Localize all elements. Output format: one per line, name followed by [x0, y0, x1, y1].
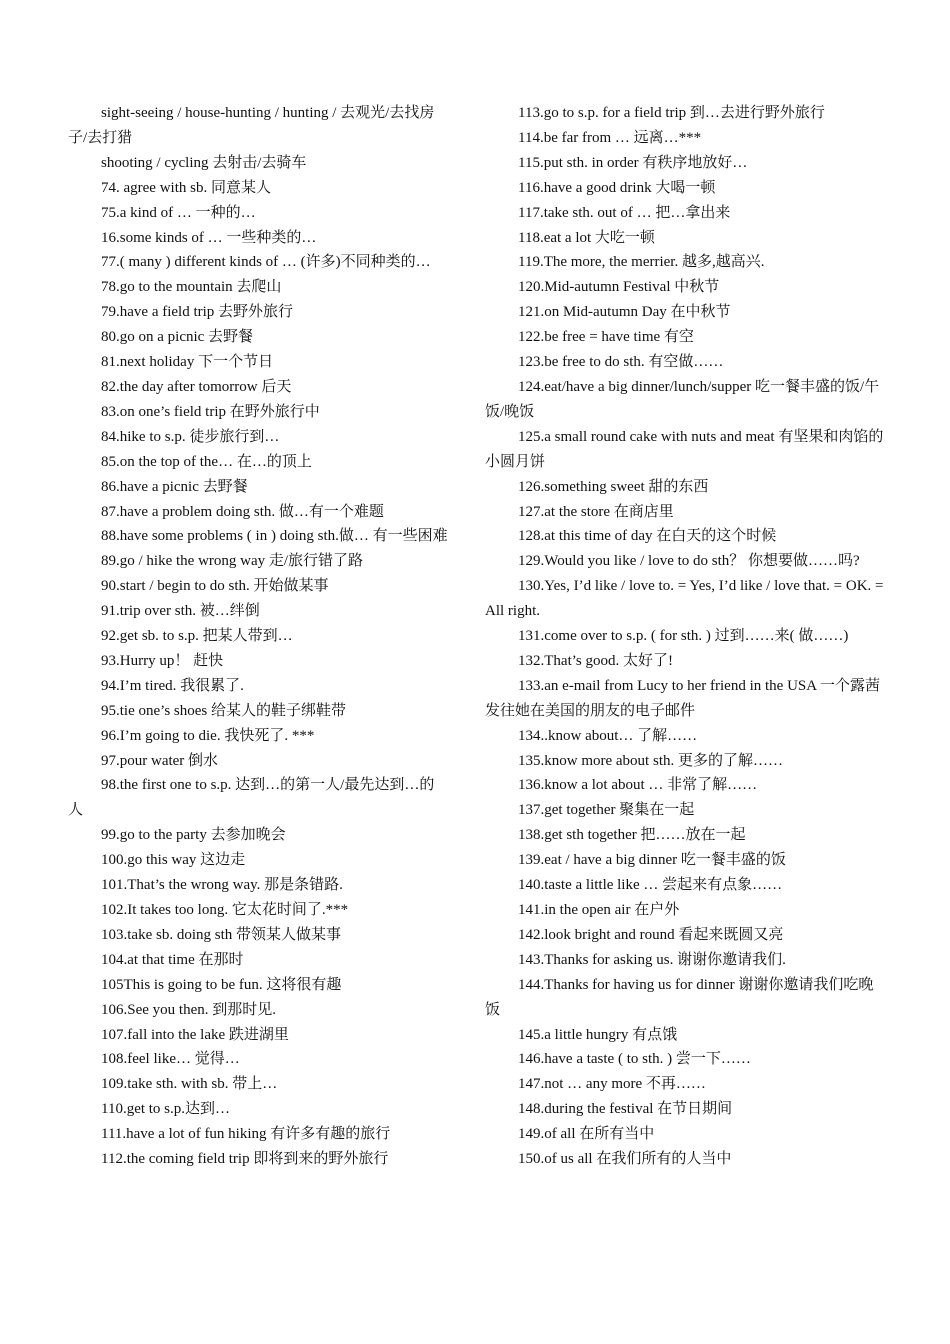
vocab-entry: 140.taste a little like … 尝起来有点象…… — [518, 877, 783, 894]
vocab-entry: 106.See you then. 到那时见. — [101, 1001, 276, 1018]
vocab-entry: 129.Would you like / love to do sth？ 你想要做……吗? — [518, 553, 860, 570]
vocab-entry: 126.something sweet 甜的东西 — [518, 478, 709, 495]
vocab-entry: 130.Yes, I’d like / love to. = Yes, I’d like / love that. = OK. = All right. — [485, 578, 884, 620]
vocab-entry: 78.go to the mountain 去爬山 — [101, 279, 282, 296]
vocab-entry: 114.be far from … 远离…*** — [518, 129, 702, 146]
vocab-entry: 141.in the open air 在户外 — [518, 902, 680, 918]
vocab-entry: 97.pour water 倒水 — [101, 752, 219, 769]
vocab-entry: 74. agree with sb. 同意某人 — [101, 179, 271, 196]
vocab-entry: 101.That’s the wrong way. 那是条错路. — [101, 877, 343, 894]
vocab-entry: 77.( many ) different kinds of … (许多)不同种类的… — [101, 254, 431, 271]
vocab-entry: 83.on one’s field trip 在野外旅行中 — [101, 403, 320, 420]
vocab-entry: 92.get sb. to s.p. 把某人带到… — [101, 628, 293, 645]
vocab-entry: 116.have a good drink 大喝一顿 — [518, 179, 716, 196]
vocab-entry: 89.go / hike the wrong way 走/旅行错了路 — [101, 553, 364, 570]
vocab-entry: 79.have a field trip 去野外旅行 — [101, 304, 294, 321]
left-column — [68, 101, 448, 1172]
vocab-entry: 84.hike to s.p. 徒步旅行到… — [101, 428, 280, 445]
vocab-entry: 99.go to the party 去参加晚会 — [101, 827, 286, 844]
vocab-entry: 145.a little hungry 有点饿 — [518, 1026, 678, 1043]
vocab-entry: 100.go this way 这边走 — [101, 852, 246, 869]
vocab-entry: 139.eat / have a big dinner 吃一餐丰盛的饭 — [518, 852, 786, 869]
vocab-entry: 150.of us all 在我们所有的人当中 — [518, 1151, 732, 1168]
vocab-entry: 105This is going to be fun. 这将很有趣 — [101, 976, 342, 993]
vocab-entry: 135.know more about sth. 更多的了解…… — [518, 752, 783, 769]
vocab-entry: 115.put sth. in order 有秩序地放好… — [518, 154, 748, 171]
vocab-entry: 137.get together 聚集在一起 — [518, 802, 695, 819]
vocab-entry: 88.have some problems ( in ) doing sth.做… 有一些困难 — [101, 528, 448, 545]
right-column — [485, 101, 885, 1172]
vocab-entry: 80.go on a picnic 去野餐 — [101, 329, 254, 346]
vocab-entry: 117.take sth. out of … 把…拿出来 — [518, 204, 731, 221]
vocab-entry: 131.come over to s.p. ( for sth. ) 过到……来( 做……) — [518, 628, 849, 645]
vocab-entry: 103.take sb. doing sth 带领某人做某事 — [101, 926, 341, 943]
vocab-entry: 109.take sth. with sb. 带上… — [101, 1076, 278, 1093]
vocab-entry: 111.have a lot of fun hiking 有许多有趣的旅行 — [101, 1126, 391, 1143]
vocab-entry: 112.the coming field trip 即将到来的野外旅行 — [101, 1151, 389, 1168]
vocab-entry: 123.be free to do sth. 有空做…… — [518, 354, 724, 371]
vocab-entry: 82.the day after tomorrow 后天 — [101, 378, 292, 395]
vocab-entry: 113.go to s.p. for a field trip 到…去进行野外旅行 — [518, 105, 825, 121]
vocab-entry: 75.a kind of … 一种的… — [101, 204, 256, 221]
vocab-entry: 138.get sth together 把……放在一起 — [518, 827, 746, 844]
vocab-entry: 124.eat/have a big dinner/lunch/supper 吃一餐丰盛的饭/午饭/晚饭 — [485, 378, 880, 420]
vocab-entry: 90.start / begin to do sth. 开始做某事 — [101, 578, 329, 595]
vocab-entry: 125.a small round cake with nuts and meat 有坚果和肉馅的小圆月饼 — [485, 428, 884, 470]
vocab-entry: 121.on Mid-autumn Day 在中秋节 — [518, 304, 731, 321]
vocab-entry: 107.fall into the lake 跌进湖里 — [101, 1026, 289, 1043]
vocab-entry: 96.I’m going to die. 我快死了. *** — [101, 727, 315, 744]
vocab-entry: 118.eat a lot 大吃一顿 — [518, 229, 655, 246]
vocab-entry: 146.have a taste ( to sth. ) 尝一下…… — [518, 1051, 751, 1068]
vocab-entry: 148.during the festival 在节日期间 — [518, 1101, 733, 1118]
vocab-entry: 108.feel like… 觉得… — [101, 1051, 240, 1068]
vocab-entry: 128.at this time of day 在白天的这个时候 — [518, 528, 777, 545]
vocab-entry: 133.an e-mail from Lucy to her friend in the USA 一个露茜发往她在美国的朋友的电子邮件 — [485, 677, 881, 719]
vocab-entry: 95.tie one’s shoes 给某人的鞋子绑鞋带 — [101, 702, 346, 719]
vocab-entry: 119.The more, the merrier. 越多,越高兴. — [518, 254, 765, 271]
vocab-entry: 91.trip over sth. 被…绊倒 — [101, 603, 260, 620]
vocab-entry: 87.have a problem doing sth. 做…有一个难题 — [101, 503, 384, 520]
vocab-entry: 86.have a picnic 去野餐 — [101, 478, 248, 495]
vocab-entry: 94.I’m tired. 我很累了. — [101, 677, 244, 694]
vocab-entry: 144.Thanks for having us for dinner 谢谢你邀请我们吃晚饭 — [485, 976, 874, 1018]
vocab-entry: 132.That’s good. 太好了! — [518, 652, 673, 669]
vocab-entry: 81.next holiday 下一个节日 — [101, 354, 274, 371]
vocab-entry: 110.get to s.p.达到… — [101, 1101, 231, 1118]
vocab-entry: 98.the first one to s.p. 达到…的第一人/最先达到…的人 — [68, 777, 435, 819]
vocab-entry: 149.of all 在所有当中 — [518, 1126, 655, 1143]
vocab-entry: 142.look bright and round 看起来既圆又亮 — [518, 926, 784, 943]
vocab-entry: 16.some kinds of … 一些种类的… — [101, 229, 317, 246]
vocab-entry: 147.not … any more 不再…… — [518, 1076, 706, 1093]
vocab-entry: 134..know about… 了解…… — [518, 727, 698, 744]
vocab-entry: 127.at the store 在商店里 — [518, 503, 674, 520]
vocab-entry: 85.on the top of the… 在…的顶上 — [101, 453, 312, 470]
vocab-entry: 136.know a lot about … 非常了解…… — [518, 777, 758, 794]
vocab-entry: 93.Hurry up！ 赶快 — [101, 652, 224, 669]
vocab-entry: 104.at that time 在那时 — [101, 951, 244, 968]
vocab-entry: 143.Thanks for asking us. 谢谢你邀请我们. — [518, 951, 786, 968]
vocab-entry: sight-seeing / house-hunting / hunting / 去观光/去找房子/去打猎 — [68, 105, 435, 146]
vocab-entry: 120.Mid-autumn Festival 中秋节 — [518, 279, 720, 296]
vocab-entry: 102.It takes too long. 它太花时间了.*** — [101, 902, 349, 918]
vocab-entry: 122.be free = have time 有空 — [518, 329, 694, 346]
vocab-entry: shooting / cycling 去射击/去骑车 — [101, 154, 307, 171]
